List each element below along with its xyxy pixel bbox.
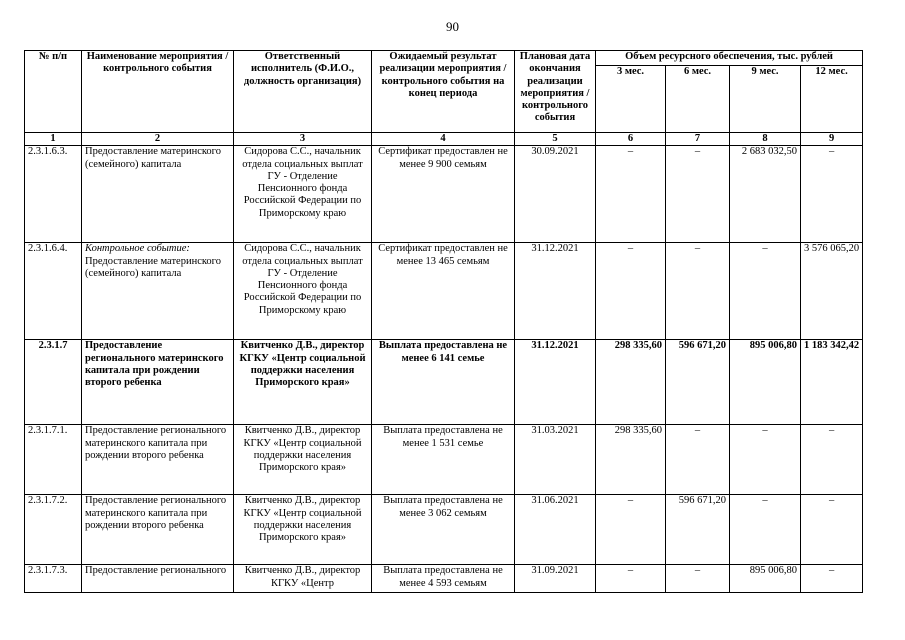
amount-12m: 1 183 342,42 bbox=[801, 340, 863, 425]
header-month: 6 мес. bbox=[666, 66, 730, 133]
amount-3m: 298 335,60 bbox=[596, 340, 666, 425]
activity-name bbox=[82, 565, 234, 593]
activity-text: Предоставление регионального bbox=[85, 565, 227, 577]
amount-3m: – bbox=[596, 146, 666, 243]
amount-12m: – bbox=[801, 495, 863, 565]
planned-date: 31.12.2021 bbox=[515, 340, 596, 425]
amount-9m: 2 683 032,50 bbox=[730, 146, 801, 243]
planned-date: 30.09.2021 bbox=[515, 146, 596, 243]
expected-result: Выплата предоставлена не менее 1 531 семье bbox=[372, 425, 515, 495]
table-row bbox=[25, 495, 863, 565]
header-responsible: Ответственный исполнитель (Ф.И.О., должность организация) bbox=[234, 51, 372, 133]
column-number: 9 bbox=[801, 133, 863, 146]
plan-table bbox=[24, 50, 863, 593]
responsible: Квитченко Д.В., директор КГКУ «Центр социальной поддержки населения Приморского края» bbox=[234, 495, 372, 565]
amount-6m: 596 671,20 bbox=[666, 340, 730, 425]
responsible: Квитченко Д.В., директор КГКУ «Центр социальной поддержки населения Приморского края» bbox=[234, 340, 372, 425]
column-number: 4 bbox=[372, 133, 515, 146]
expected-result: Сертификат предоставлен не менее 13 465 семьям bbox=[372, 243, 515, 340]
responsible: Сидорова С.С., начальник отдела социальных выплат ГУ - Отделение Пенсионного фонда Российской Федерации по Приморскому краю bbox=[234, 243, 372, 340]
amount-6m: 596 671,20 bbox=[666, 495, 730, 565]
expected-result: Выплата предоставлена не менее 4 593 семьям bbox=[372, 565, 515, 593]
activity-name bbox=[82, 146, 234, 243]
amount-12m: – bbox=[801, 425, 863, 495]
amount-9m: 895 006,80 bbox=[730, 565, 801, 593]
table-row bbox=[25, 425, 863, 495]
amount-6m: – bbox=[666, 565, 730, 593]
row-number: 2.3.1.7 bbox=[25, 340, 82, 425]
column-number: 1 bbox=[25, 133, 82, 146]
column-number: 5 bbox=[515, 133, 596, 146]
amount-6m: – bbox=[666, 146, 730, 243]
column-number: 3 bbox=[234, 133, 372, 146]
activity-text: Предоставление регионального материнского капитала при рождении второго ребенка bbox=[85, 495, 227, 531]
header-resources: Объем ресурсного обеспечения, тыс. рублей bbox=[596, 51, 863, 66]
row-number: 2.3.1.7.2. bbox=[25, 495, 82, 565]
header-month: 3 мес. bbox=[596, 66, 666, 133]
amount-3m: – bbox=[596, 495, 666, 565]
table-row bbox=[25, 243, 863, 340]
amount-9m: – bbox=[730, 425, 801, 495]
planned-date: 31.12.2021 bbox=[515, 243, 596, 340]
column-number: 7 bbox=[666, 133, 730, 146]
header-num: № п/п bbox=[25, 51, 82, 133]
responsible: Квитченко Д.В., директор КГКУ «Центр bbox=[234, 565, 372, 593]
page-number: 90 bbox=[446, 19, 459, 34]
amount-12m: 3 576 065,20 bbox=[801, 243, 863, 340]
amount-3m: – bbox=[596, 565, 666, 593]
amount-12m: – bbox=[801, 565, 863, 593]
amount-9m: – bbox=[730, 243, 801, 340]
activity-text: Предоставление материнского (семейного) капитала bbox=[85, 146, 221, 170]
expected-result: Выплата предоставлена не менее 6 141 семье bbox=[372, 340, 515, 425]
activity-text: Предоставление регионального материнского капитала при рождении второго ребенка bbox=[85, 425, 227, 461]
header-date: Плановая дата окончания реализации мероприятия / контрольного события bbox=[515, 51, 596, 133]
table-row bbox=[25, 565, 863, 593]
header-month: 9 мес. bbox=[730, 66, 801, 133]
responsible: Сидорова С.С., начальник отдела социальных выплат ГУ - Отделение Пенсионного фонда Российской Федерации по Приморскому краю bbox=[234, 146, 372, 243]
activity-text: Предоставление регионального материнского капитала при рождении второго ребенка bbox=[85, 340, 224, 389]
planned-date: 31.03.2021 bbox=[515, 425, 596, 495]
amount-9m: – bbox=[730, 495, 801, 565]
amount-3m: 298 335,60 bbox=[596, 425, 666, 495]
amount-12m: – bbox=[801, 146, 863, 243]
row-number: 2.3.1.7.1. bbox=[25, 425, 82, 495]
amount-6m: – bbox=[666, 243, 730, 340]
header-name: Наименование мероприятия / контрольного события bbox=[82, 51, 234, 133]
column-number: 8 bbox=[730, 133, 801, 146]
column-number: 6 bbox=[596, 133, 666, 146]
activity-name bbox=[82, 340, 234, 425]
table-row bbox=[25, 340, 863, 425]
planned-date: 31.09.2021 bbox=[515, 565, 596, 593]
header-month: 12 мес. bbox=[801, 66, 863, 133]
amount-3m: – bbox=[596, 243, 666, 340]
amount-9m: 895 006,80 bbox=[730, 340, 801, 425]
expected-result: Сертификат предоставлен не менее 9 900 семьям bbox=[372, 146, 515, 243]
planned-date: 31.06.2021 bbox=[515, 495, 596, 565]
activity-name bbox=[82, 425, 234, 495]
column-number: 2 bbox=[82, 133, 234, 146]
table-row bbox=[25, 146, 863, 243]
row-number: 2.3.1.6.3. bbox=[25, 146, 82, 243]
responsible: Квитченко Д.В., директор КГКУ «Центр социальной поддержки населения Приморского края» bbox=[234, 425, 372, 495]
row-number: 2.3.1.7.3. bbox=[25, 565, 82, 593]
control-event-label: Контрольное событие: bbox=[85, 243, 190, 255]
expected-result: Выплата предоставлена не менее 3 062 семьям bbox=[372, 495, 515, 565]
activity-name bbox=[82, 495, 234, 565]
amount-6m: – bbox=[666, 425, 730, 495]
activity-name bbox=[82, 243, 234, 340]
row-number: 2.3.1.6.4. bbox=[25, 243, 82, 340]
header-result: Ожидаемый результат реализации мероприятия / контрольного события на конец периода bbox=[372, 51, 515, 133]
activity-text: Предоставление материнского (семейного) капитала bbox=[85, 255, 221, 279]
